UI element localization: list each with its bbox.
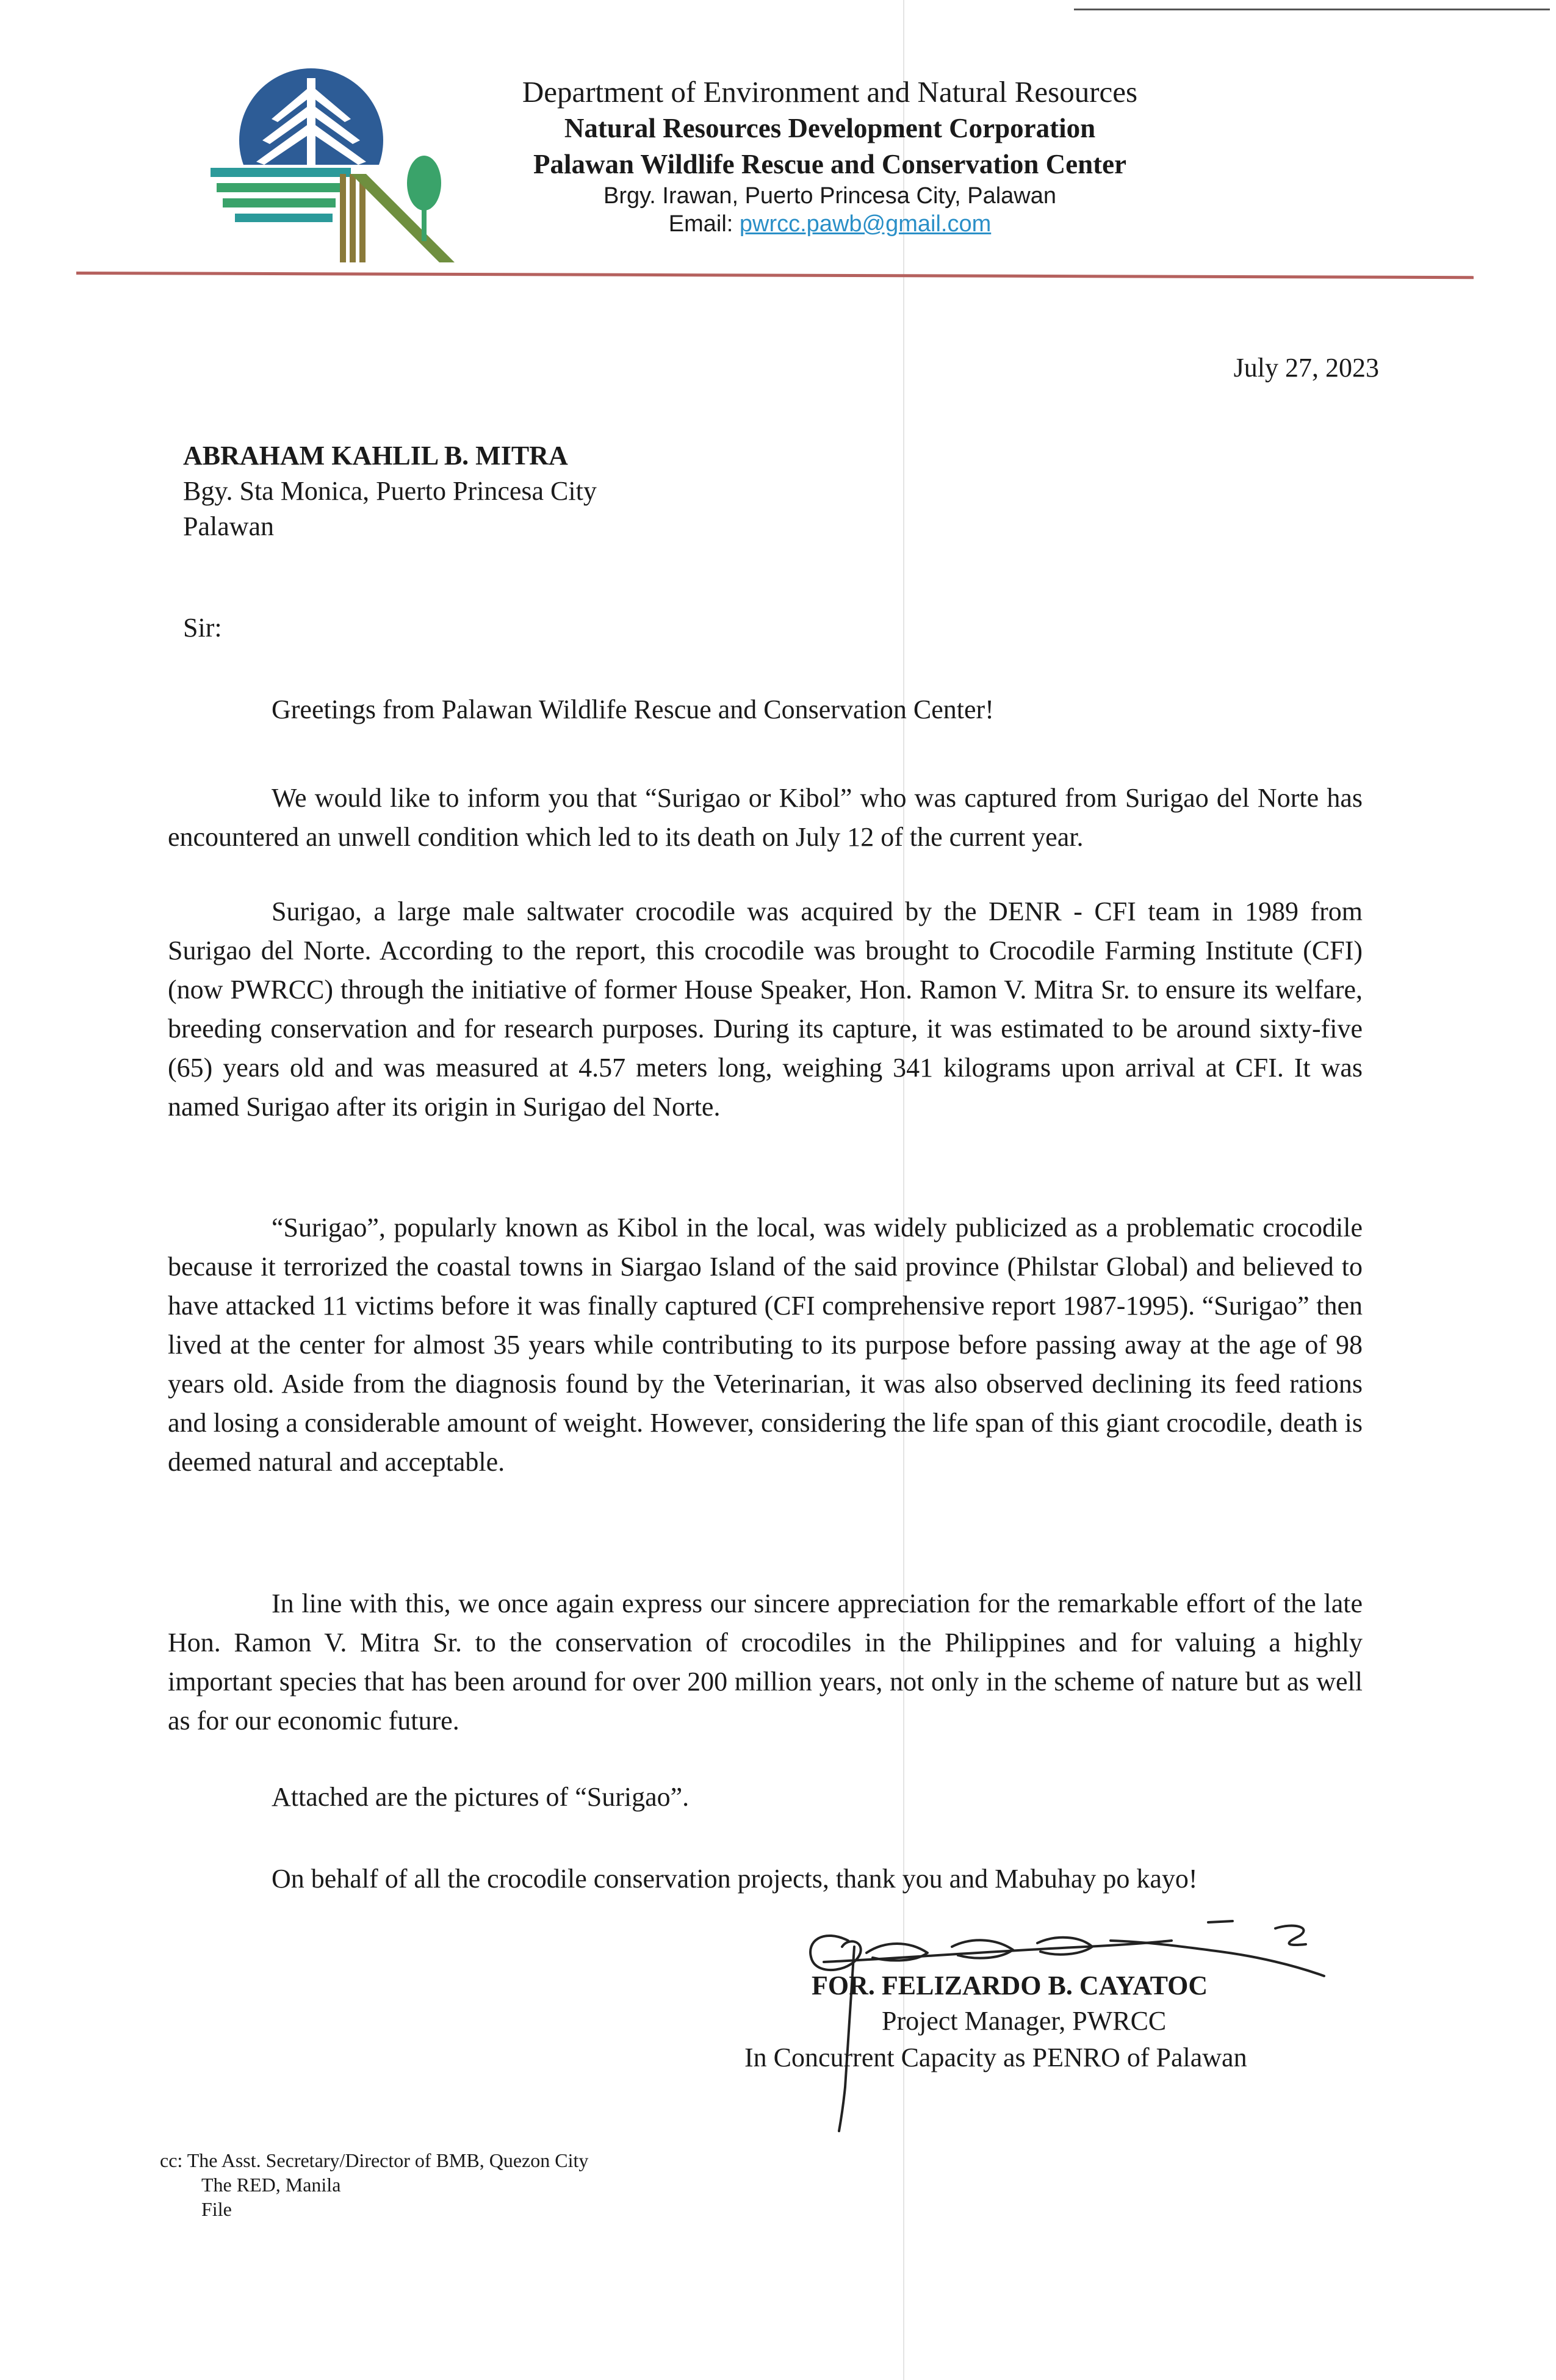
paragraph-notice: We would like to inform you that “Surigao or Kibol” who was captured from Surigao del Norte has encountered an unwell condition which led to its death on July 12 of the current year. bbox=[168, 783, 1363, 852]
email-label: Email: bbox=[668, 211, 733, 237]
email-link[interactable]: pwrcc.pawb@gmail.com bbox=[739, 211, 992, 237]
paragraph-appreciation: In line with this, we once again express our sincere appreciation for the remarkable effort of the late Hon. Ramon V. Mitra Sr. to the conservation of crocodiles in the Philippines and for valuing a highly important species that has been around for over 200 million years, not only in the scheme of nature but as well as for our economic future. bbox=[168, 1588, 1363, 1736]
scan-edge-line bbox=[1074, 9, 1550, 10]
paragraph-background: “Surigao”, popularly known as Kibol in the local, was widely publicized as a problematic crocodile because it terrorized the coastal towns in Siargao Island of the said province (Philstar Global) and believed to have attacked 11 victims before it was finally captured (CFI comprehensive report 1987-1995). “Surigao” then lived at the center for almost 35 years while contributing to its purpose before passing away at the age of 98 years old. Aside from the diagnosis found by the Veterinarian, it was also observed declining its feed rations and losing a considerable amount of weight. However, considering the life span of this giant crocodile, death is deemed natural and acceptable. bbox=[168, 1213, 1363, 1477]
organization-name: Natural Resources Development Corporation bbox=[564, 113, 1096, 143]
email-line bbox=[464, 211, 1196, 237]
cc-line-1: cc: The Asst. Secretary/Director of BMB, Quezon City bbox=[160, 2149, 589, 2171]
center-name: Palawan Wildlife Rescue and Conservation Center bbox=[533, 149, 1127, 179]
paragraph-attachment: Attached are the pictures of “Surigao”. bbox=[272, 1782, 690, 1812]
denr-logo bbox=[198, 61, 455, 262]
cc-line-3: File bbox=[201, 2198, 232, 2220]
signatory-title: Project Manager, PWRCC bbox=[882, 2006, 1167, 2036]
recipient-address-line-2: Palawan bbox=[183, 511, 275, 541]
recipient-address-line-1: Bgy. Sta Monica, Puerto Princesa City bbox=[183, 476, 597, 506]
header-divider bbox=[76, 272, 1474, 279]
paragraph-greeting: Greetings from Palawan Wildlife Rescue and Conservation Center! bbox=[272, 694, 994, 724]
cc-line-2: The RED, Manila bbox=[201, 2174, 341, 2196]
signatory-capacity: In Concurrent Capacity as PENRO of Palawan bbox=[744, 2043, 1247, 2072]
paragraph-history: Surigao, a large male saltwater crocodile was acquired by the DENR - CFI team in 1989 from Surigao del Norte. According to the report, this crocodile was brought to Crocodile Farming Institute (CFI) (now PWRCC) through the initiative of former House Speaker, Hon. Ramon V. Mitra Sr. to ensure its welfare, breeding conservation and for research purposes. During its capture, it was estimated to be around sixty-five (65) years old and was measured at 4.57 meters long, weighing 341 kilograms upon arrival at CFI. It was named Surigao after its origin in Surigao del Norte. bbox=[168, 896, 1363, 1122]
signatory-name: FOR. FELIZARDO B. CAYATOC bbox=[812, 1971, 1208, 2000]
salutation: Sir: bbox=[183, 613, 222, 643]
center-address: Brgy. Irawan, Puerto Princesa City, Palawan bbox=[603, 183, 1057, 209]
department-name: Department of Environment and Natural Resources bbox=[522, 75, 1138, 109]
letter-date: July 27, 2023 bbox=[1233, 353, 1379, 383]
recipient-name: ABRAHAM KAHLIL B. MITRA bbox=[183, 441, 568, 471]
paragraph-closing: On behalf of all the crocodile conservation projects, thank you and Mabuhay po kayo! bbox=[272, 1864, 1198, 1894]
